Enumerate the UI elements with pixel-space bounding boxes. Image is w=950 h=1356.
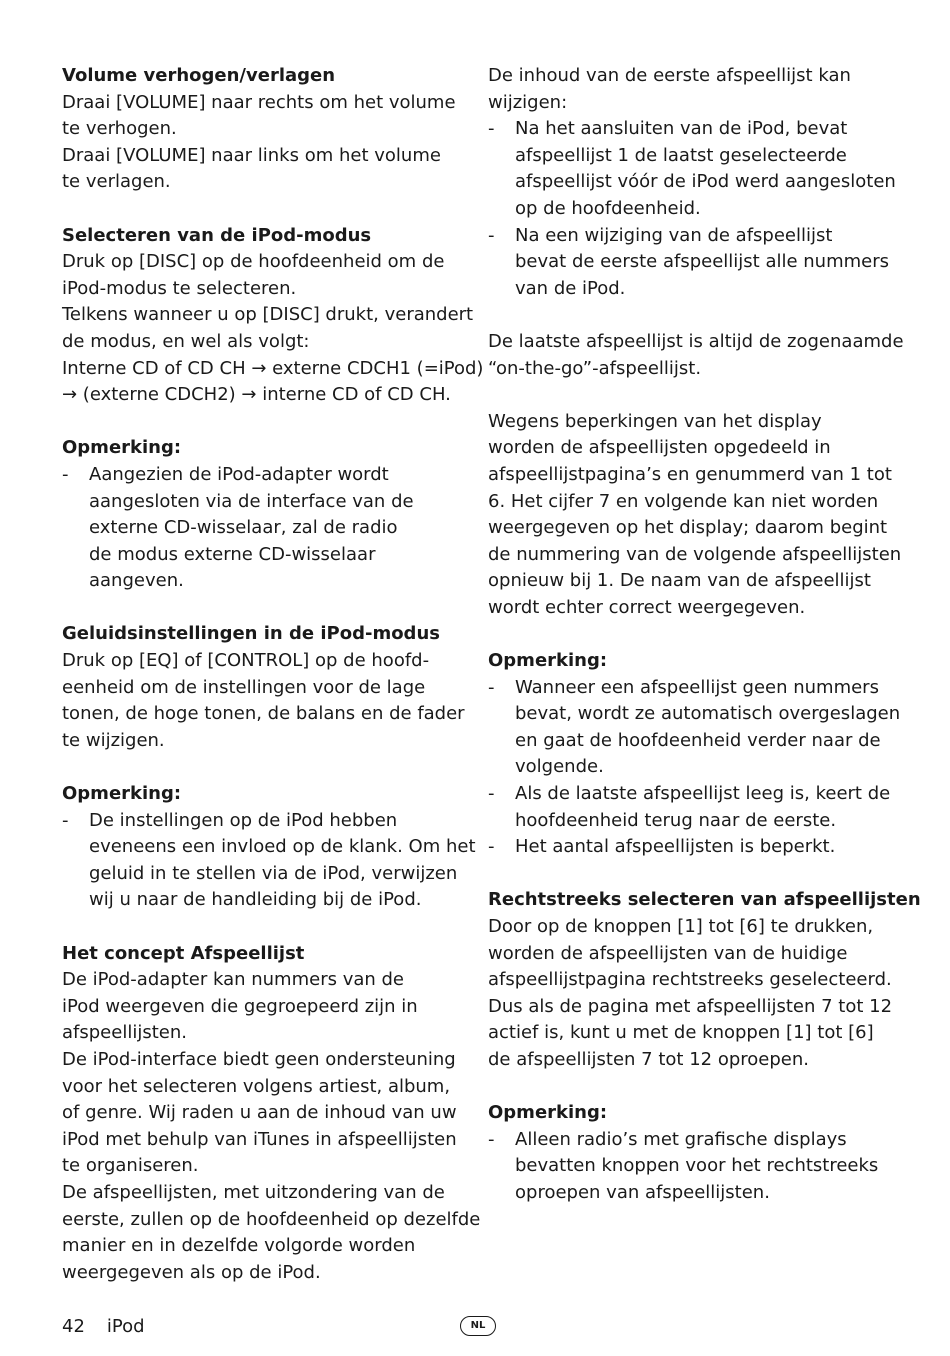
paragraph-line: iPod met behulp van iTunes in afspeellijsten [62, 1128, 457, 1150]
spacer [488, 621, 888, 648]
paragraph-line: Druk op [DISC] op de hoofdeenheid om de [62, 251, 445, 273]
paragraph-line: Dus als de pagina met afspeellijsten 7 tot 12 [488, 995, 893, 1017]
bullet-line: de modus externe CD-wisselaar [89, 543, 376, 565]
section-heading: Rechtstreeks selecteren van afspeellijsten [488, 889, 921, 911]
bullet-line: eveneens een invloed op de klank. Om het [89, 836, 476, 858]
spacer [488, 302, 888, 329]
note-bullet [488, 781, 891, 834]
paragraph-line: Door op de knoppen [1] tot [6] te drukken, [488, 916, 874, 937]
bullet-line: De instellingen op de iPod hebben [89, 809, 398, 831]
spacer [488, 861, 888, 888]
paragraph-line: Draai [VOLUME] naar rechts om het volume [62, 91, 456, 113]
language-badge: NL [460, 1316, 496, 1336]
paragraph-line: → (externe CDCH2) → interne CD of CD CH. [62, 384, 451, 406]
paragraph-line: of genre. Wij raden u aan de inhoud van uw [62, 1102, 457, 1124]
bullet-line: aangesloten via de interface van de [89, 490, 414, 512]
paragraph-line: de afspeellijsten 7 tot 12 oproepen. [488, 1048, 809, 1070]
note-heading: Opmerking: [488, 650, 608, 672]
paragraph-line: De inhoud van de eerste afspeellijst kan [488, 65, 851, 86]
left-column [62, 63, 484, 1286]
paragraph-line: te verlagen. [62, 171, 171, 193]
bullet-line: en gaat de hoofdeenheid verder naar de [515, 729, 881, 751]
bullet-line: Aangezien de iPod-adapter wordt [89, 463, 389, 485]
right-column [488, 63, 921, 1207]
paragraph-line: tonen, de hoge tonen, de balans en de fader [62, 703, 465, 725]
list-bullet [488, 116, 896, 222]
bullet-line: bevatten knoppen voor het rechtstreeks [515, 1155, 879, 1177]
bullet-line: volgende. [515, 756, 604, 778]
spacer [62, 754, 462, 781]
paragraph-line: te organiseren. [62, 1155, 199, 1177]
page-number: 42 [62, 1316, 85, 1337]
bullet-dash: - [62, 809, 69, 831]
bullet-line: bevat, wordt ze automatisch overgeslagen [515, 703, 901, 725]
spacer [488, 1074, 888, 1101]
bullet-line: hoofdeenheid terug naar de eerste. [515, 809, 837, 831]
paragraph-line: wijzigen: [488, 91, 568, 113]
note-bullet [488, 675, 901, 781]
bullet-line: Als de laatste afspeellijst leeg is, keert de [515, 783, 891, 805]
bullet-line: geluid in te stellen via de iPod, verwijzen [89, 862, 458, 884]
list-bullet [488, 223, 888, 303]
note-bullet [62, 808, 476, 914]
bullet-dash: - [488, 1128, 495, 1150]
spacer [62, 595, 462, 622]
paragraph-line: afspeellijsten. [62, 1022, 187, 1044]
page-footer [62, 1316, 145, 1337]
section-heading: Volume verhogen/verlagen [62, 65, 336, 86]
bullet-line: bevat de eerste afspeellijst alle nummers [515, 251, 890, 273]
footer-section-title: iPod [106, 1316, 145, 1337]
paragraph-line: afspeellijstpagina rechtstreeks geselecteerd. [488, 969, 892, 991]
paragraph-line: actief is, kunt u met de knoppen [1] tot [6] [488, 1022, 874, 1044]
paragraph-line: Druk op [EQ] of [CONTROL] op de hoofd- [62, 650, 430, 672]
bullet-line: Het aantal afspeellijsten is beperkt. [515, 836, 836, 858]
section-heading: Het concept Afspeellijst [62, 942, 305, 964]
paragraph-line: manier en in dezelfde volgorde worden [62, 1235, 416, 1257]
note-heading: Opmerking: [488, 1102, 608, 1124]
paragraph-line: “on-the-go”-afspeellijst. [488, 357, 702, 379]
paragraph-line: Wegens beperkingen van het display [488, 410, 822, 432]
bullet-line: op de hoofdeenheid. [515, 197, 701, 219]
note-heading: Opmerking: [62, 437, 182, 459]
bullet-line: aangeven. [89, 570, 184, 592]
paragraph-line: weergegeven als op de iPod. [62, 1261, 321, 1283]
bullet-line: Alleen radio’s met grafische displays [515, 1128, 847, 1150]
note-bullet [488, 1127, 888, 1207]
paragraph-line: Telkens wanneer u op [DISC] drukt, verandert [62, 304, 474, 326]
bullet-line: oproepen van afspeellijsten. [515, 1181, 770, 1203]
bullet-dash: - [488, 118, 495, 140]
paragraph-line: 6. Het cijfer 7 en volgende kan niet worden [488, 490, 879, 512]
spacer [62, 196, 462, 223]
bullet-line: Wanneer een afspeellijst geen nummers [515, 676, 879, 698]
section-heading: Selecteren van de iPod-modus [62, 224, 372, 246]
paragraph-line: worden de afspeellijsten opgedeeld in [488, 437, 831, 459]
paragraph-line: voor het selecteren volgens artiest, album, [62, 1075, 451, 1097]
paragraph-line: eenheid om de instellingen voor de lage [62, 676, 426, 698]
paragraph-line: opnieuw bij 1. De naam van de afspeellijst [488, 570, 871, 592]
spacer [62, 914, 462, 941]
paragraph-line: De iPod-adapter kan nummers van de [62, 969, 405, 991]
bullet-line: Na een wijziging van de afspeellijst [515, 224, 833, 246]
bullet-dash: - [488, 676, 495, 698]
bullet-line: Na het aansluiten van de iPod, bevat [515, 118, 848, 140]
paragraph-line: de nummering van de volgende afspeellijsten [488, 543, 902, 565]
paragraph-line: te wijzigen. [62, 729, 165, 751]
paragraph-line: De afspeellijsten, met uitzondering van de [62, 1181, 445, 1203]
paragraph-line: De iPod-interface biedt geen ondersteuning [62, 1048, 456, 1070]
note-bullet [62, 462, 462, 595]
note-bullet [488, 834, 888, 861]
spacer [62, 409, 462, 436]
note-heading: Opmerking: [62, 783, 182, 805]
paragraph-line: de modus, en wel als volgt: [62, 330, 310, 352]
bullet-line: externe CD-wisselaar, zal de radio [89, 517, 398, 539]
bullet-line: wij u naar de handleiding bij de iPod. [89, 889, 422, 911]
bullet-dash: - [62, 463, 69, 485]
paragraph-line: iPod-modus te selecteren. [62, 277, 297, 299]
paragraph-line: iPod weergeven die gegroepeerd zijn in [62, 995, 418, 1017]
spacer [488, 382, 888, 409]
paragraph-line: weergegeven op het display; daarom begint [488, 517, 888, 539]
bullet-dash: - [488, 224, 495, 246]
bullet-dash: - [488, 783, 495, 805]
section-heading: Geluidsinstellingen in de iPod-modus [62, 623, 440, 645]
paragraph-line: De laatste afspeellijst is altijd de zogenaamde [488, 330, 904, 352]
paragraph-line: afspeellijstpagina’s en genummerd van 1 tot [488, 463, 892, 485]
paragraph-line: te verhogen. [62, 118, 177, 140]
bullet-dash: - [488, 836, 495, 858]
bullet-line: afspeellijst vóór de iPod werd aangesloten [515, 171, 896, 193]
paragraph-line: wordt echter correct weergegeven. [488, 596, 806, 618]
bullet-line: van de iPod. [515, 277, 626, 299]
paragraph-line: Draai [VOLUME] naar links om het volume [62, 144, 441, 166]
paragraph-line: eerste, zullen op de hoofdeenheid op dezelfde [62, 1208, 481, 1230]
paragraph-line: Interne CD of CD CH → externe CDCH1 (=iPod) [62, 357, 484, 379]
paragraph-line: worden de afspeellijsten van de huidige [488, 942, 848, 964]
bullet-line: afspeellijst 1 de laatst geselecteerde [515, 144, 847, 166]
